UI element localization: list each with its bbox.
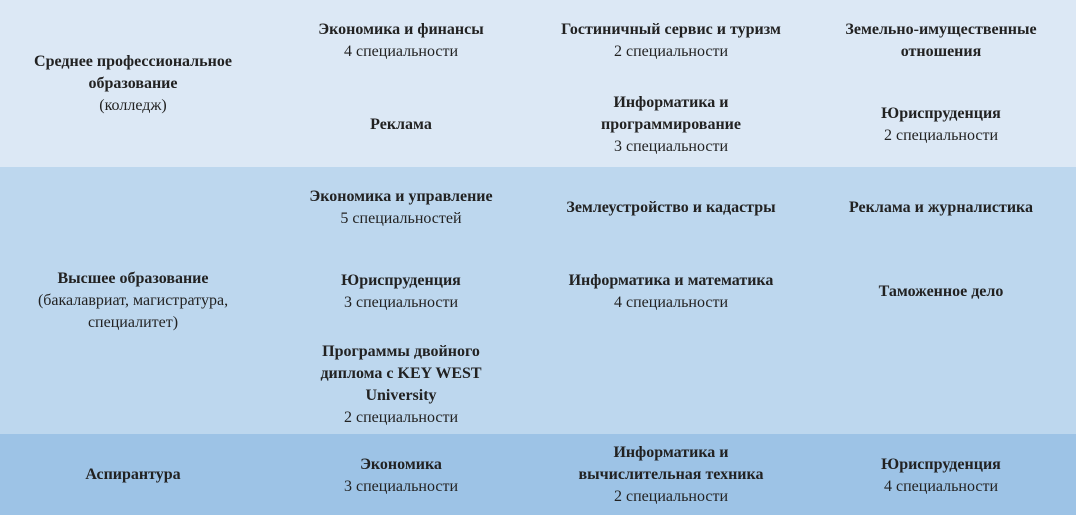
program-title: Таможенное дело: [878, 283, 1004, 300]
program-title: Информатика и вычислительная техника: [578, 444, 764, 483]
program-link[interactable]: [266, 340, 536, 430]
level-title: Среднее профессиональное образование: [34, 53, 232, 92]
level-asp: [0, 464, 266, 486]
level-title: Аспирантура: [85, 466, 181, 483]
program-count: 3 специальности: [343, 478, 459, 495]
level-spo: [0, 40, 266, 128]
program-count: 5 специальностей: [340, 210, 462, 227]
program-title: Землеустройство и кадастры: [566, 199, 776, 216]
program-title: Информатика и программирование: [601, 94, 741, 133]
program-count: 2 специальности: [883, 127, 999, 144]
program-title: Гостиничный сервис и туризм: [561, 21, 781, 38]
program-link[interactable]: [536, 18, 806, 64]
program-link[interactable]: [806, 197, 1076, 219]
program-title: Юриспруденция: [881, 105, 1001, 122]
program-title: Реклама: [370, 116, 432, 133]
program-count: 4 специальности: [343, 43, 459, 60]
program-link[interactable]: [536, 442, 806, 508]
program-count: 3 специальности: [343, 294, 459, 311]
program-title: Программы двойного диплома с KEY WEST University: [320, 343, 482, 404]
program-link[interactable]: [266, 18, 536, 64]
program-count: 3 специальности: [613, 138, 729, 155]
program-link[interactable]: [266, 269, 536, 315]
program-link[interactable]: [536, 269, 806, 315]
program-title: Юриспруденция: [341, 272, 461, 289]
program-count: 2 специальности: [343, 409, 459, 426]
program-title: Юриспруденция: [881, 456, 1001, 473]
program-link[interactable]: [536, 197, 806, 219]
program-title: Земельно-имущественные отношения: [845, 21, 1037, 60]
program-count: 2 специальности: [613, 488, 729, 505]
program-title: Экономика: [360, 456, 442, 473]
program-count: 2 специальности: [613, 43, 729, 60]
program-link[interactable]: [806, 102, 1076, 148]
program-title: Экономика и управление: [309, 188, 493, 205]
program-link[interactable]: [806, 281, 1076, 303]
program-link[interactable]: [806, 18, 1076, 64]
program-link[interactable]: [536, 92, 806, 158]
level-subtitle: (бакалавриат, магистратура, специалитет): [37, 292, 229, 331]
program-count: 4 специальности: [883, 478, 999, 495]
program-link[interactable]: [266, 453, 536, 499]
program-title: Экономика и финансы: [318, 21, 484, 38]
level-subtitle: (колледж): [99, 97, 167, 114]
level-title: Высшее образование: [57, 270, 209, 287]
level-vo: [0, 266, 266, 336]
program-link[interactable]: [266, 102, 536, 148]
program-count: 4 специальности: [613, 294, 729, 311]
program-link[interactable]: [806, 453, 1076, 499]
program-link[interactable]: [266, 185, 536, 231]
program-title: Реклама и журналистика: [848, 199, 1034, 216]
program-title: Информатика и математика: [568, 272, 774, 289]
